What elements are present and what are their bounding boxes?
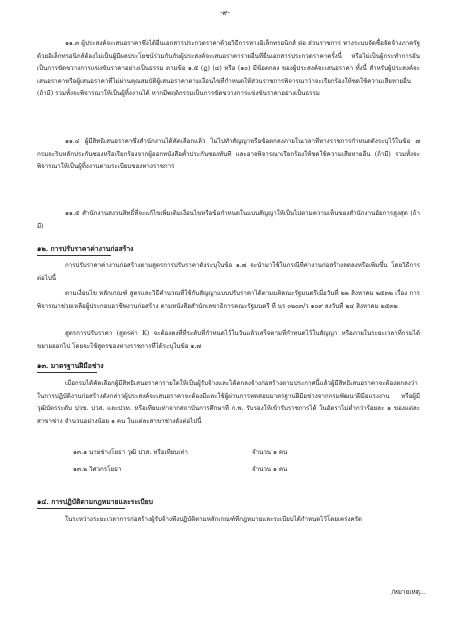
clause-number: ๑๑.๔	[65, 138, 80, 145]
heading-underline	[37, 508, 125, 509]
list-item: ๑๓.๒ วิศวกรโยธา	[73, 466, 122, 473]
list-item-count: จำนวน ๑ คน	[252, 466, 288, 473]
clause-text: ผู้ประสงค์จะเสนอราคาซึ่งได้ยื่นเอกสารประกวดราคาด้วยวิธีการทางอิเล็กทรอนิกส์ ต่อ ส่วนราชการ ทางระบบจัดซื้อจัดจ้างภาครัฐด้วยอิเล็กทรอนิกส์ต้องไม่เป็นผู้มีผลประโยชน์ร่วมกันกับผู้ประสงค์จะเสนอราคารายอื่นที่ยื่นเอกสารประกวดราคาครั้งนี้ หรือไม่เป็นผู้กระทำการอันเป็นการขัดขวางการแข่งขันราคาอย่างเป็นธรรม ตามข้อ ๑.๕ (ฏ) (๔) หรือ (๑๐) มีข้อตกลง ของผู้ประสงค์จะเสนอราคา ทั้งนี้ สำหรับผู้ประสงค์จะเสนอราคาหรือผู้เสนอราคาที่ไม่ผ่านคุณสมบัติผู้เสนอราคาตามเงื่อนไขที่กำหนดให้ส่วนราชการพิจารณาว่าจะเรียกร้องให้ชดใช้ความเสียหายอื่น (ถ้ามี) รวมทั้งจะพิจารณาให้เป็นผู้ทิ้งงานได้ หากมีพฤติกรรมเป็นการขัดขวางการแข่งขันราคาอย่างเป็นธรรม	[37, 40, 420, 98]
page-number: -๙-	[220, 9, 230, 17]
clause-11-4	[37, 136, 420, 198]
heading-underline	[37, 255, 111, 256]
list-item-count: จำนวน ๑ คน	[252, 449, 288, 456]
section-12-heading: ๑๒. การปรับราคาค่างานก่อสร้าง	[37, 245, 134, 253]
section-12-paragraph-2: ตามเงื่อนไข หลักเกณฑ์ สูตรและวิธีคำนวณที่ใช้กับสัญญาแบบปรับราคาได้ตามมติคณะรัฐมนตรีเมื่อวันที่ ๒๒ สิงหาคม ๒๕๓๒ เรื่อง การพิจารณาช่วยเหลือผู้ประกอบอาชีพงานก่อสร้าง ตามหนังสือสำนักเลขาธิการคณะรัฐมนตรี ที่ นร ๐๒๐๓/ว ๑๐๙ ลงวันที่ ๒๔ สิงหาคม ๒๕๓๒	[37, 290, 420, 310]
section-12-paragraph-1: การปรับราคาค่างานก่อสร้างตามสูตรการปรับราคาดังระบุในข้อ ๑.๗ จะนำมาใช้ในกรณีที่ค่างานก่อสร้างลดลงหรือเพิ่มขึ้น โดยวิธีการต่อไปนี้	[37, 262, 420, 282]
list-item: ๑๓.๑ นายช่างโยธา วุฒิ ปวส. หรือเทียบเท่า	[73, 449, 188, 456]
section-13-heading: ๑๓. มาตรฐานฝีมือช่าง	[37, 362, 104, 370]
section-14-heading: ๑๔. การปฏิบัติตามกฎหมายและระเบียบ	[37, 498, 153, 506]
clause-11-3	[37, 38, 420, 120]
section-13-paragraph: เมื่อกรมได้คัดเลือกผู้มีสิทธิเสนอราคารายใดให้เป็นผู้รับจ้างและได้ตกลงจ้างก่อสร้างตามประกาศนี้แล้วผู้มีสิทธิเสนอราคาจะต้องตกลงว่าในการปฏิบัติงานก่อสร้างดังกล่าวผู้ประสงค์จะเสนอราคาจะต้องมีและใช้ผู้ผ่านการทดสอบมาตรฐานฝีมือช่างจากกรมพัฒนาฝีมือแรงงาน หรือผู้มีวุฒิบัตรระดับ ปวช. ปวส. และปวท. หรือเทียบเท่าจากสถาบันการศึกษาที่ ก.พ. รับรองให้เข้ารับราชการได้ ในอัตราไม่ต่ำกว่าร้อยละ ๑ ของแต่ละสาขาช่าง จำนวนอย่างน้อย ๑ คน ในแต่ละสาขาช่างดังต่อไปนี้	[37, 380, 420, 425]
clause-number: ๑๑.๓	[65, 40, 80, 47]
clause-11-5	[37, 208, 420, 240]
clause-text: สำนักงานสงวนสิทธิ์ที่จะแก้ไขเพิ่มเติมเงื่อนไขหรือข้อกำหนดในแบบสัญญาให้เป็นไปตามความเห็นของสำนักงานอัยการสูงสุด (ถ้ามี)	[37, 210, 420, 230]
section-12-paragraph-3: สูตรการปรับราคา (สูตรค่า K) จะต้องคงที่ที่ระดับที่กำหนดไว้ในวันแล้วเสร็จตามที่กำหนดไว้ในสัญญา หรือภายในระยะเวลาที่กรมได้ขยายออกไป โดยจะใช้สูตรของทางราชการที่ได้ระบุในข้อ ๑.๗	[37, 330, 420, 350]
clause-text: ผู้มีสิทธิเสนอราคาซึ่งสำนักงานได้คัดเลือกแล้ว ไม่ไปทำสัญญาหรือข้อตกลงภายในเวลาที่ทางราชการกำหนดดังระบุไว้ในข้อ ๗ กรมจะริบหลักประกันซองหรือเรียกร้องจากผู้ออกหนังสือค้ำประกันซองทันที และอาจพิจารณาเรียกร้องให้ชดใช้ความเสียหายอื่น (ถ้ามี) รวมทั้งจะพิจารณาให้เป็นผู้ทิ้งงานตามระเบียบของทางราชการ	[37, 138, 420, 171]
continuation-marker: /หมายเหตุ...	[391, 588, 426, 596]
clause-number: ๑๑.๕	[65, 210, 80, 217]
heading-underline	[37, 372, 97, 373]
section-14-paragraph: ในระหว่างระยะเวลาการก่อสร้างผู้รับจ้างพึงปฏิบัติตามหลักเกณฑ์ที่กฎหมายและระเบียบได้กำหนดไว้โดยเคร่งครัด	[65, 516, 362, 523]
